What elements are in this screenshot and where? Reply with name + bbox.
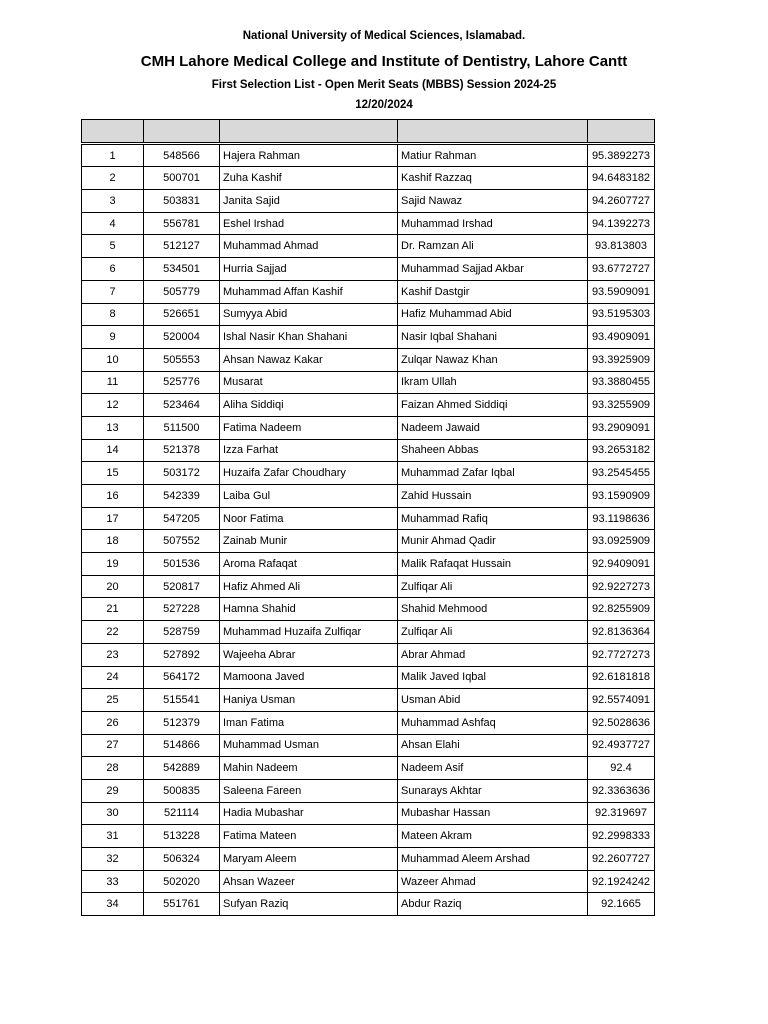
table-row [82, 734, 655, 757]
serial-cell: 24 [82, 666, 144, 689]
table-row [82, 144, 655, 167]
table-row [82, 462, 655, 485]
candidate-name-cell: Haniya Usman [220, 689, 398, 712]
aggregate-cell: 92.4 [588, 757, 655, 780]
roll-number-cell: 528759 [144, 621, 220, 644]
father-name-cell: Malik Javed Iqbal [398, 666, 588, 689]
serial-cell: 27 [82, 734, 144, 757]
aggregate-cell: 92.1924242 [588, 870, 655, 893]
aggregate-cell: 92.8255909 [588, 598, 655, 621]
serial-cell: 28 [82, 757, 144, 780]
roll-number-cell: 564172 [144, 666, 220, 689]
candidate-name-cell: Ishal Nasir Khan Shahani [220, 326, 398, 349]
father-name-cell: Dr. Ramzan Ali [398, 235, 588, 258]
table-row [82, 530, 655, 553]
aggregate-cell: 93.2909091 [588, 416, 655, 439]
father-name-cell: Muhammad Rafiq [398, 507, 588, 530]
aggregate-cell: 93.813803 [588, 235, 655, 258]
father-name-cell: Kashif Razzaq [398, 167, 588, 190]
aggregate-cell: 94.1392273 [588, 212, 655, 235]
aggregate-cell: 92.7727273 [588, 643, 655, 666]
roll-number-cell: 556781 [144, 212, 220, 235]
roll-number-cell: 506324 [144, 848, 220, 871]
father-name-cell: Muhammad Aleem Arshad [398, 848, 588, 871]
roll-number-cell: 547205 [144, 507, 220, 530]
candidate-name-cell: Wajeeha Abrar [220, 643, 398, 666]
father-name-cell: Nadeem Jawaid [398, 416, 588, 439]
roll-number-cell: 502020 [144, 870, 220, 893]
candidate-name-cell: Zainab Munir [220, 530, 398, 553]
table-row [82, 666, 655, 689]
roll-number-cell: 507552 [144, 530, 220, 553]
serial-cell: 12 [82, 394, 144, 417]
candidate-name-cell: Muhammad Ahmad [220, 235, 398, 258]
roll-number-cell: 505779 [144, 280, 220, 303]
aggregate-cell: 95.3892273 [588, 144, 655, 167]
table-row [82, 439, 655, 462]
candidate-name-cell: Mamoona Javed [220, 666, 398, 689]
roll-number-cell: 521114 [144, 802, 220, 825]
table-row [82, 326, 655, 349]
roll-number-cell: 551761 [144, 893, 220, 916]
father-name-cell: Sunarays Akhtar [398, 779, 588, 802]
father-name-cell: Nadeem Asif [398, 757, 588, 780]
aggregate-cell: 93.4909091 [588, 326, 655, 349]
candidate-name-cell: Musarat [220, 371, 398, 394]
roll-number-cell: 542889 [144, 757, 220, 780]
candidate-name-cell: Zuha Kashif [220, 167, 398, 190]
father-name-cell: Matiur Rahman [398, 144, 588, 167]
college-name: CMH Lahore Medical College and Institute of Dentistry, Lahore Cantt [140, 53, 628, 70]
column-header [144, 120, 220, 143]
roll-number-cell: 525776 [144, 371, 220, 394]
serial-cell: 19 [82, 553, 144, 576]
father-name-cell: Kashif Dastgir [398, 280, 588, 303]
serial-cell: 20 [82, 575, 144, 598]
table-row [82, 212, 655, 235]
table-row [82, 825, 655, 848]
table-row [82, 893, 655, 916]
serial-cell: 9 [82, 326, 144, 349]
candidate-name-cell: Hamna Shahid [220, 598, 398, 621]
column-header [588, 120, 655, 143]
candidate-name-cell: Hafiz Ahmed Ali [220, 575, 398, 598]
aggregate-cell: 93.3255909 [588, 394, 655, 417]
aggregate-cell: 93.1198636 [588, 507, 655, 530]
column-header [82, 120, 144, 143]
roll-number-cell: 505553 [144, 348, 220, 371]
roll-number-cell: 527228 [144, 598, 220, 621]
aggregate-cell: 94.6483182 [588, 167, 655, 190]
table-row [82, 235, 655, 258]
roll-number-cell: 512379 [144, 711, 220, 734]
aggregate-cell: 93.6772727 [588, 258, 655, 281]
serial-cell: 32 [82, 848, 144, 871]
father-name-cell: Sajid Nawaz [398, 190, 588, 213]
table-row [82, 848, 655, 871]
serial-cell: 6 [82, 258, 144, 281]
table-row [82, 643, 655, 666]
father-name-cell: Abdur Raziq [398, 893, 588, 916]
aggregate-cell: 93.0925909 [588, 530, 655, 553]
serial-cell: 5 [82, 235, 144, 258]
aggregate-cell: 92.2998333 [588, 825, 655, 848]
table-row [82, 303, 655, 326]
candidate-name-cell: Noor Fatima [220, 507, 398, 530]
serial-cell: 25 [82, 689, 144, 712]
father-name-cell: Shahid Mehmood [398, 598, 588, 621]
merit-list-table [81, 119, 655, 916]
aggregate-cell: 92.319697 [588, 802, 655, 825]
candidate-name-cell: Muhammad Affan Kashif [220, 280, 398, 303]
candidate-name-cell: Fatima Mateen [220, 825, 398, 848]
roll-number-cell: 527892 [144, 643, 220, 666]
table-row [82, 621, 655, 644]
table-row [82, 779, 655, 802]
column-header [398, 120, 588, 143]
aggregate-cell: 92.3363636 [588, 779, 655, 802]
column-header [220, 120, 398, 143]
serial-cell: 21 [82, 598, 144, 621]
roll-number-cell: 514866 [144, 734, 220, 757]
roll-number-cell: 513228 [144, 825, 220, 848]
roll-number-cell: 520817 [144, 575, 220, 598]
roll-number-cell: 500701 [144, 167, 220, 190]
serial-cell: 14 [82, 439, 144, 462]
serial-cell: 31 [82, 825, 144, 848]
father-name-cell: Zahid Hussain [398, 485, 588, 508]
serial-cell: 18 [82, 530, 144, 553]
serial-cell: 11 [82, 371, 144, 394]
list-title: First Selection List - Open Merit Seats (MBBS) Session 2024-25 [211, 79, 557, 91]
candidate-name-cell: Hajera Rahman [220, 144, 398, 167]
aggregate-cell: 93.2653182 [588, 439, 655, 462]
aggregate-cell: 92.8136364 [588, 621, 655, 644]
serial-cell: 4 [82, 212, 144, 235]
roll-number-cell: 521378 [144, 439, 220, 462]
table-row [82, 802, 655, 825]
candidate-name-cell: Aroma Rafaqat [220, 553, 398, 576]
father-name-cell: Mubashar Hassan [398, 802, 588, 825]
aggregate-cell: 93.5195303 [588, 303, 655, 326]
aggregate-cell: 92.6181818 [588, 666, 655, 689]
serial-cell: 1 [82, 144, 144, 167]
serial-cell: 15 [82, 462, 144, 485]
university-name: National University of Medical Sciences, Islamabad. [242, 30, 526, 42]
serial-cell: 3 [82, 190, 144, 213]
aggregate-cell: 92.9409091 [588, 553, 655, 576]
father-name-cell: Nasir Iqbal Shahani [398, 326, 588, 349]
roll-number-cell: 500835 [144, 779, 220, 802]
father-name-cell: Ikram Ullah [398, 371, 588, 394]
table-row [82, 757, 655, 780]
list-date: 12/20/2024 [355, 99, 413, 111]
aggregate-cell: 92.5574091 [588, 689, 655, 712]
aggregate-cell: 93.2545455 [588, 462, 655, 485]
candidate-name-cell: Hurria Sajjad [220, 258, 398, 281]
serial-cell: 16 [82, 485, 144, 508]
table-row [82, 689, 655, 712]
table-row [82, 598, 655, 621]
aggregate-cell: 93.1590909 [588, 485, 655, 508]
aggregate-cell: 92.4937727 [588, 734, 655, 757]
roll-number-cell: 520004 [144, 326, 220, 349]
table-row [82, 711, 655, 734]
father-name-cell: Muhammad Irshad [398, 212, 588, 235]
father-name-cell: Faizan Ahmed Siddiqi [398, 394, 588, 417]
aggregate-cell: 93.3925909 [588, 348, 655, 371]
aggregate-cell: 92.2607727 [588, 848, 655, 871]
serial-cell: 13 [82, 416, 144, 439]
candidate-name-cell: Muhammad Huzaifa Zulfiqar [220, 621, 398, 644]
father-name-cell: Usman Abid [398, 689, 588, 712]
header-row [82, 120, 655, 143]
table-row [82, 167, 655, 190]
candidate-name-cell: Fatima Nadeem [220, 416, 398, 439]
roll-number-cell: 503831 [144, 190, 220, 213]
serial-cell: 33 [82, 870, 144, 893]
roll-number-cell: 523464 [144, 394, 220, 417]
candidate-name-cell: Mahin Nadeem [220, 757, 398, 780]
aggregate-cell: 94.2607727 [588, 190, 655, 213]
candidate-name-cell: Iman Fatima [220, 711, 398, 734]
candidate-name-cell: Aliha Siddiqi [220, 394, 398, 417]
father-name-cell: Zulqar Nawaz Khan [398, 348, 588, 371]
roll-number-cell: 503172 [144, 462, 220, 485]
candidate-name-cell: Huzaifa Zafar Choudhary [220, 462, 398, 485]
roll-number-cell: 548566 [144, 144, 220, 167]
father-name-cell: Malik Rafaqat Hussain [398, 553, 588, 576]
father-name-cell: Munir Ahmad Qadir [398, 530, 588, 553]
table-row [82, 258, 655, 281]
candidate-name-cell: Izza Farhat [220, 439, 398, 462]
table-row [82, 280, 655, 303]
candidate-name-cell: Ahsan Wazeer [220, 870, 398, 893]
serial-cell: 29 [82, 779, 144, 802]
candidate-name-cell: Ahsan Nawaz Kakar [220, 348, 398, 371]
candidate-name-cell: Maryam Aleem [220, 848, 398, 871]
aggregate-cell: 92.5028636 [588, 711, 655, 734]
roll-number-cell: 542339 [144, 485, 220, 508]
serial-cell: 7 [82, 280, 144, 303]
candidate-name-cell: Sumyya Abid [220, 303, 398, 326]
serial-cell: 8 [82, 303, 144, 326]
table-row [82, 348, 655, 371]
serial-cell: 26 [82, 711, 144, 734]
father-name-cell: Wazeer Ahmad [398, 870, 588, 893]
aggregate-cell: 93.3880455 [588, 371, 655, 394]
table-row [82, 371, 655, 394]
father-name-cell: Zulfiqar Ali [398, 575, 588, 598]
serial-cell: 17 [82, 507, 144, 530]
serial-cell: 22 [82, 621, 144, 644]
roll-number-cell: 501536 [144, 553, 220, 576]
table-row [82, 485, 655, 508]
table-row [82, 870, 655, 893]
roll-number-cell: 526651 [144, 303, 220, 326]
aggregate-cell: 92.9227273 [588, 575, 655, 598]
serial-cell: 10 [82, 348, 144, 371]
father-name-cell: Muhammad Sajjad Akbar [398, 258, 588, 281]
father-name-cell: Ahsan Elahi [398, 734, 588, 757]
roll-number-cell: 515541 [144, 689, 220, 712]
candidate-name-cell: Hadia Mubashar [220, 802, 398, 825]
table-row [82, 190, 655, 213]
roll-number-cell: 511500 [144, 416, 220, 439]
father-name-cell: Muhammad Zafar Iqbal [398, 462, 588, 485]
candidate-name-cell: Janita Sajid [220, 190, 398, 213]
father-name-cell: Zulfiqar Ali [398, 621, 588, 644]
father-name-cell: Shaheen Abbas [398, 439, 588, 462]
candidate-name-cell: Eshel Irshad [220, 212, 398, 235]
father-name-cell: Abrar Ahmad [398, 643, 588, 666]
father-name-cell: Muhammad Ashfaq [398, 711, 588, 734]
aggregate-cell: 92.1665 [588, 893, 655, 916]
table-row [82, 553, 655, 576]
serial-cell: 30 [82, 802, 144, 825]
table-row [82, 507, 655, 530]
serial-cell: 23 [82, 643, 144, 666]
table-row [82, 575, 655, 598]
candidate-name-cell: Muhammad Usman [220, 734, 398, 757]
serial-cell: 34 [82, 893, 144, 916]
candidate-name-cell: Sufyan Raziq [220, 893, 398, 916]
roll-number-cell: 512127 [144, 235, 220, 258]
table-row [82, 416, 655, 439]
father-name-cell: Hafiz Muhammad Abid [398, 303, 588, 326]
serial-cell: 2 [82, 167, 144, 190]
candidate-name-cell: Saleena Fareen [220, 779, 398, 802]
table-row [82, 394, 655, 417]
roll-number-cell: 534501 [144, 258, 220, 281]
candidate-name-cell: Laiba Gul [220, 485, 398, 508]
father-name-cell: Mateen Akram [398, 825, 588, 848]
aggregate-cell: 93.5909091 [588, 280, 655, 303]
